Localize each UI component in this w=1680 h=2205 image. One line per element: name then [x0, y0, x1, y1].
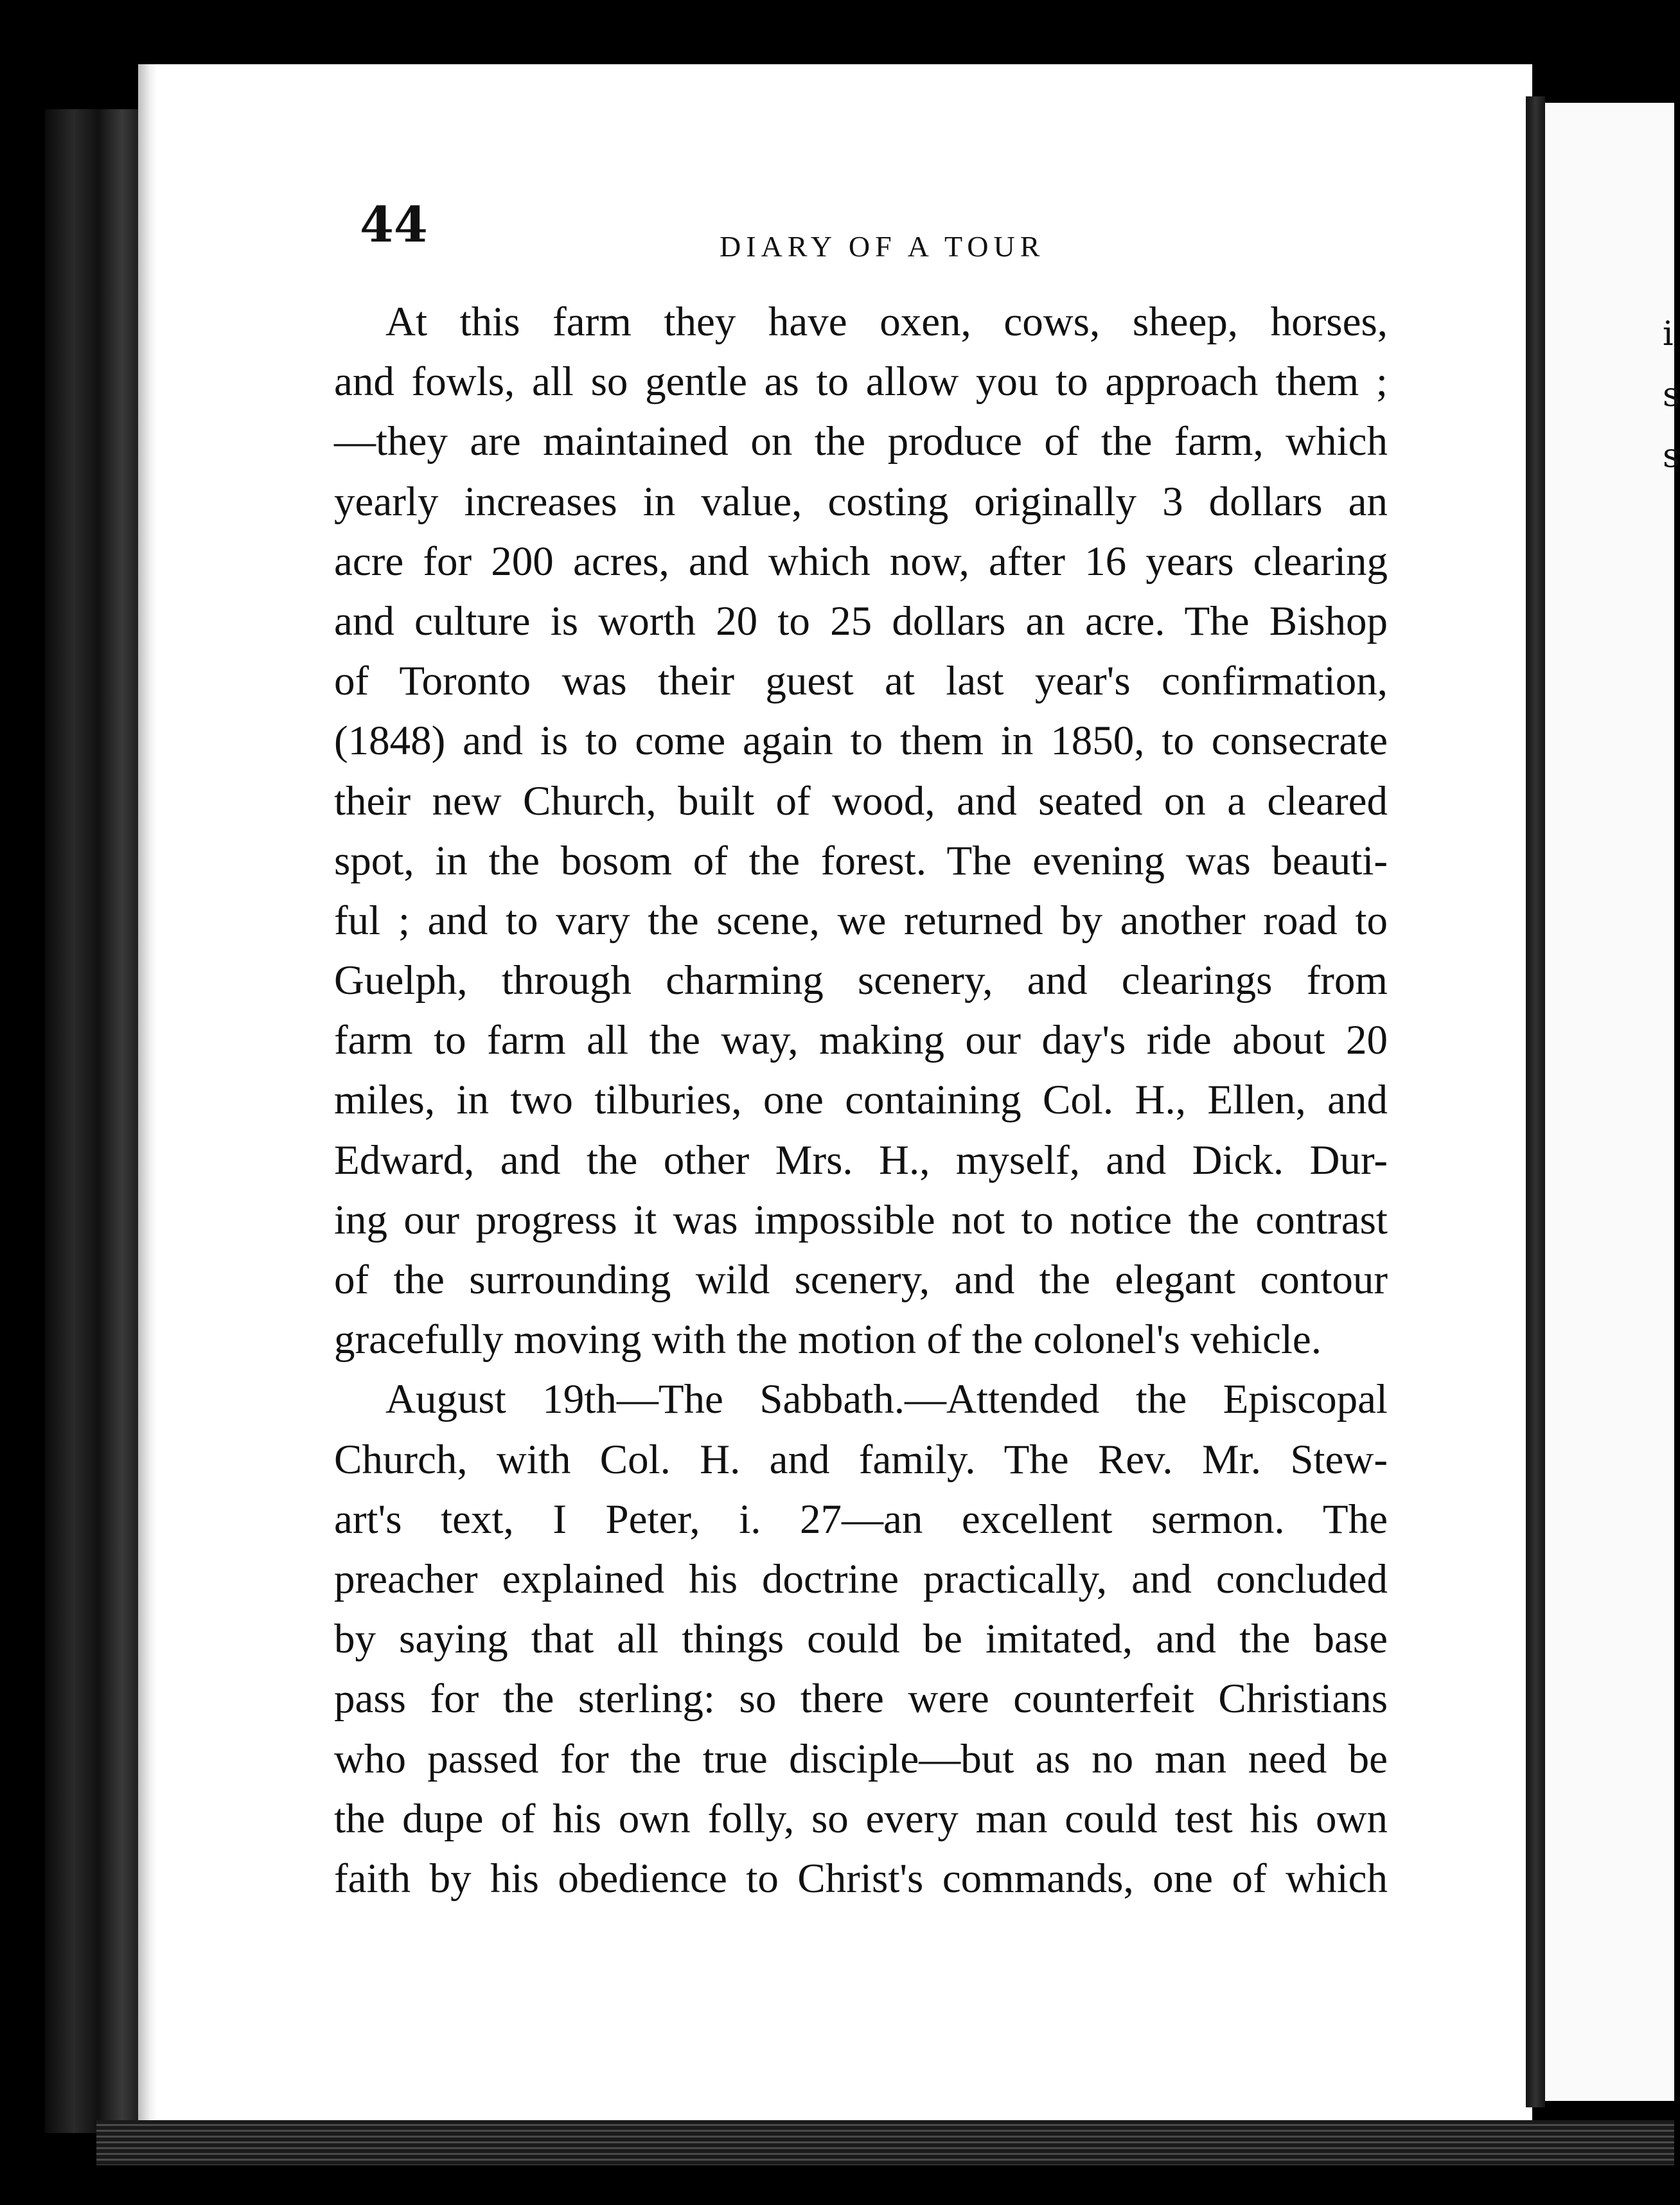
book-gutter — [1526, 96, 1545, 2107]
text-line: —they are maintained on the produce of the farm, which — [334, 418, 1388, 465]
text-line: faith by his obedience to Christ's commands, one of which — [334, 1855, 1388, 1902]
page-number: 44 — [360, 196, 428, 253]
text-line: At this farm they have oxen, cows, sheep, horses, — [385, 299, 1388, 345]
text-line: ing our progress it was impossible not to notice the contrast — [334, 1196, 1388, 1243]
text-line: who passed for the true disciple—but as no man need be — [334, 1735, 1388, 1782]
text-line: acre for 200 acres, and which now, after 16 years clearing — [334, 538, 1388, 585]
text-line: of Toronto was their guest at last year's confirmation, — [334, 658, 1388, 705]
page-stack-bottom-edge — [96, 2120, 1674, 2165]
text-line: miles, in two tilburies, one containing Col. H., Ellen, and — [334, 1077, 1388, 1124]
text-line: by saying that all things could be imitated, and the base — [334, 1616, 1388, 1663]
text-line: preacher explained his doctrine practically, and concluded — [334, 1555, 1388, 1602]
text-line: gracefully moving with the motion of the colonel's vehicle. — [334, 1316, 1322, 1363]
text-line: pass for the sterling: so there were counterfeit Christians — [334, 1676, 1388, 1722]
text-line: art's text, I Peter, i. 27—an excellent sermon. The — [334, 1496, 1388, 1543]
adjacent-page-fragment: i — [1663, 315, 1674, 353]
text-line: August 19th—The Sabbath.—Attended the Episcopal — [385, 1376, 1388, 1423]
text-line: their new Church, built of wood, and seated on a cleared — [334, 777, 1388, 824]
body-text — [334, 292, 1388, 1909]
text-line: and fowls, all so gentle as to allow you to approach them ; — [334, 359, 1388, 405]
adjacent-page-fragment: s — [1663, 437, 1680, 475]
text-line: of the surrounding wild scenery, and the elegant contour — [334, 1257, 1388, 1303]
text-line: Edward, and the other Mrs. H., myself, and Dick. Dur- — [334, 1137, 1388, 1183]
text-line: spot, in the bosom of the forest. The evening was beauti- — [334, 837, 1388, 884]
text-line: Church, with Col. H. and family. The Rev. Mr. Stew- — [334, 1436, 1388, 1483]
page-header — [360, 196, 1452, 273]
adjacent-page-fragment: s — [1663, 376, 1680, 414]
text-line: the dupe of his own folly, so every man could test his own — [334, 1795, 1388, 1842]
text-line: Guelph, through charming scenery, and clearings from — [334, 957, 1388, 1004]
text-line: (1848) and is to come again to them in 1850, to consecrate — [334, 718, 1388, 765]
book-binding-edge — [45, 109, 141, 2133]
page-inner-shadow — [138, 64, 157, 2130]
text-line: yearly increases in value, costing originally 3 dollars an — [334, 478, 1388, 525]
text-line: ful ; and to vary the scene, we returned by another road to — [334, 897, 1388, 944]
adjacent-page-edge — [1545, 103, 1674, 2101]
text-line: farm to farm all the way, making our day's ride about 20 — [334, 1017, 1388, 1064]
running-head: DIARY OF A TOUR — [720, 230, 1045, 263]
text-line: and culture is worth 20 to 25 dollars an acre. The Bishop — [334, 598, 1388, 644]
